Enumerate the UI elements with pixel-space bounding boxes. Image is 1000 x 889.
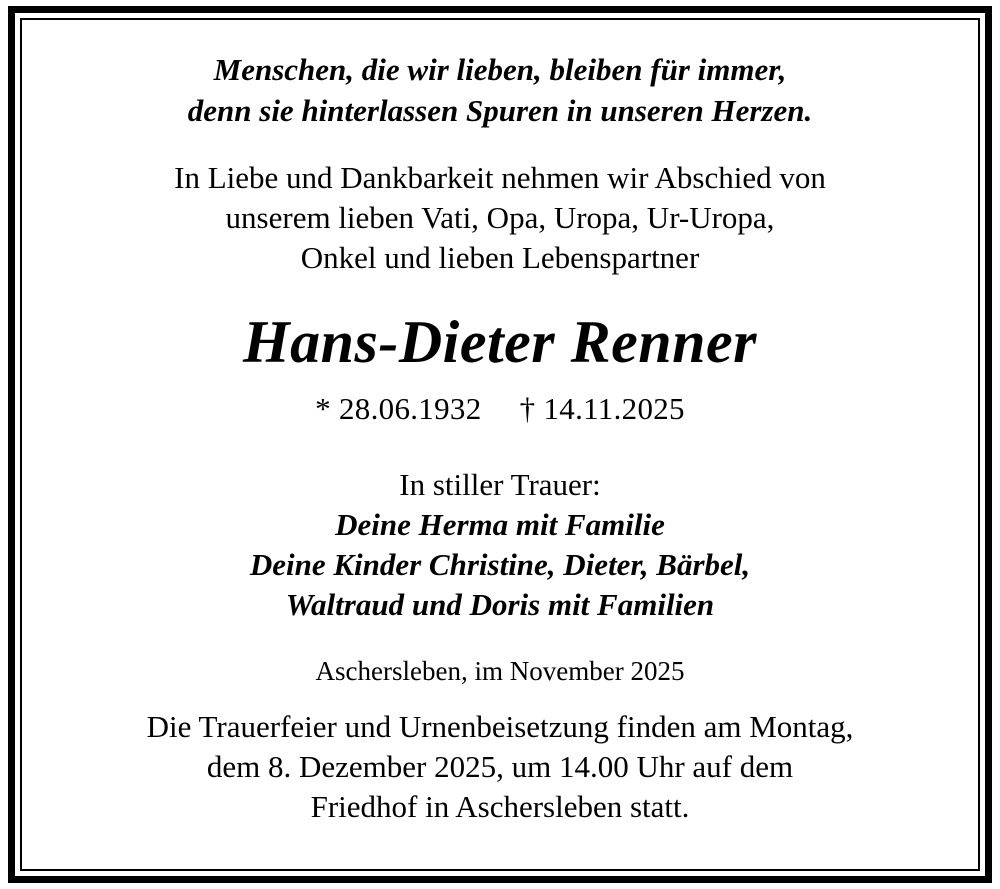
verse-line-2: denn sie hinterlassen Spuren in unseren Herzen. — [187, 92, 813, 128]
death-date: 14.11.2025 — [543, 390, 685, 426]
intro-line-1: In Liebe und Dankbarkeit nehmen wir Abschied von — [174, 159, 826, 195]
farewell-intro — [174, 158, 826, 279]
memorial-verse — [188, 50, 812, 132]
life-dates — [315, 391, 685, 427]
mourning-heading: In stiller Trauer: — [399, 466, 601, 502]
ceremony-line-1: Die Trauerfeier und Urnenbeisetzung finden am Montag, — [146, 708, 854, 744]
ceremony-details — [147, 707, 854, 828]
deceased-name: Hans-Dieter Renner — [242, 308, 758, 375]
mourners-line-3: Waltraud und Doris mit Familien — [285, 587, 715, 623]
notice-content — [30, 28, 970, 861]
death-symbol-cross-icon: † — [519, 390, 536, 426]
ceremony-line-2: dem 8. Dezember 2025, um 14.00 Uhr auf dem — [206, 748, 794, 784]
verse-line-1: Menschen, die wir lieben, bleiben für immer, — [213, 52, 787, 87]
ceremony-line-3: Friedhof in Aschersleben statt. — [310, 789, 690, 825]
mourners-line-2: Deine Kinder Christine, Dieter, Bärbel, — [249, 547, 751, 582]
mourners-line-1: Deine Herma mit Familie — [335, 506, 665, 542]
birth-date: 28.06.1932 — [339, 390, 482, 426]
birth-symbol-asterisk-icon: * — [315, 390, 331, 426]
intro-line-2: unserem lieben Vati, Opa, Uropa, Ur-Uropa, — [225, 200, 775, 236]
place-and-date: Aschersleben, im November 2025 — [315, 655, 685, 686]
intro-line-3: Onkel und lieben Lebenspartner — [300, 240, 700, 276]
mourners-list — [250, 505, 750, 626]
